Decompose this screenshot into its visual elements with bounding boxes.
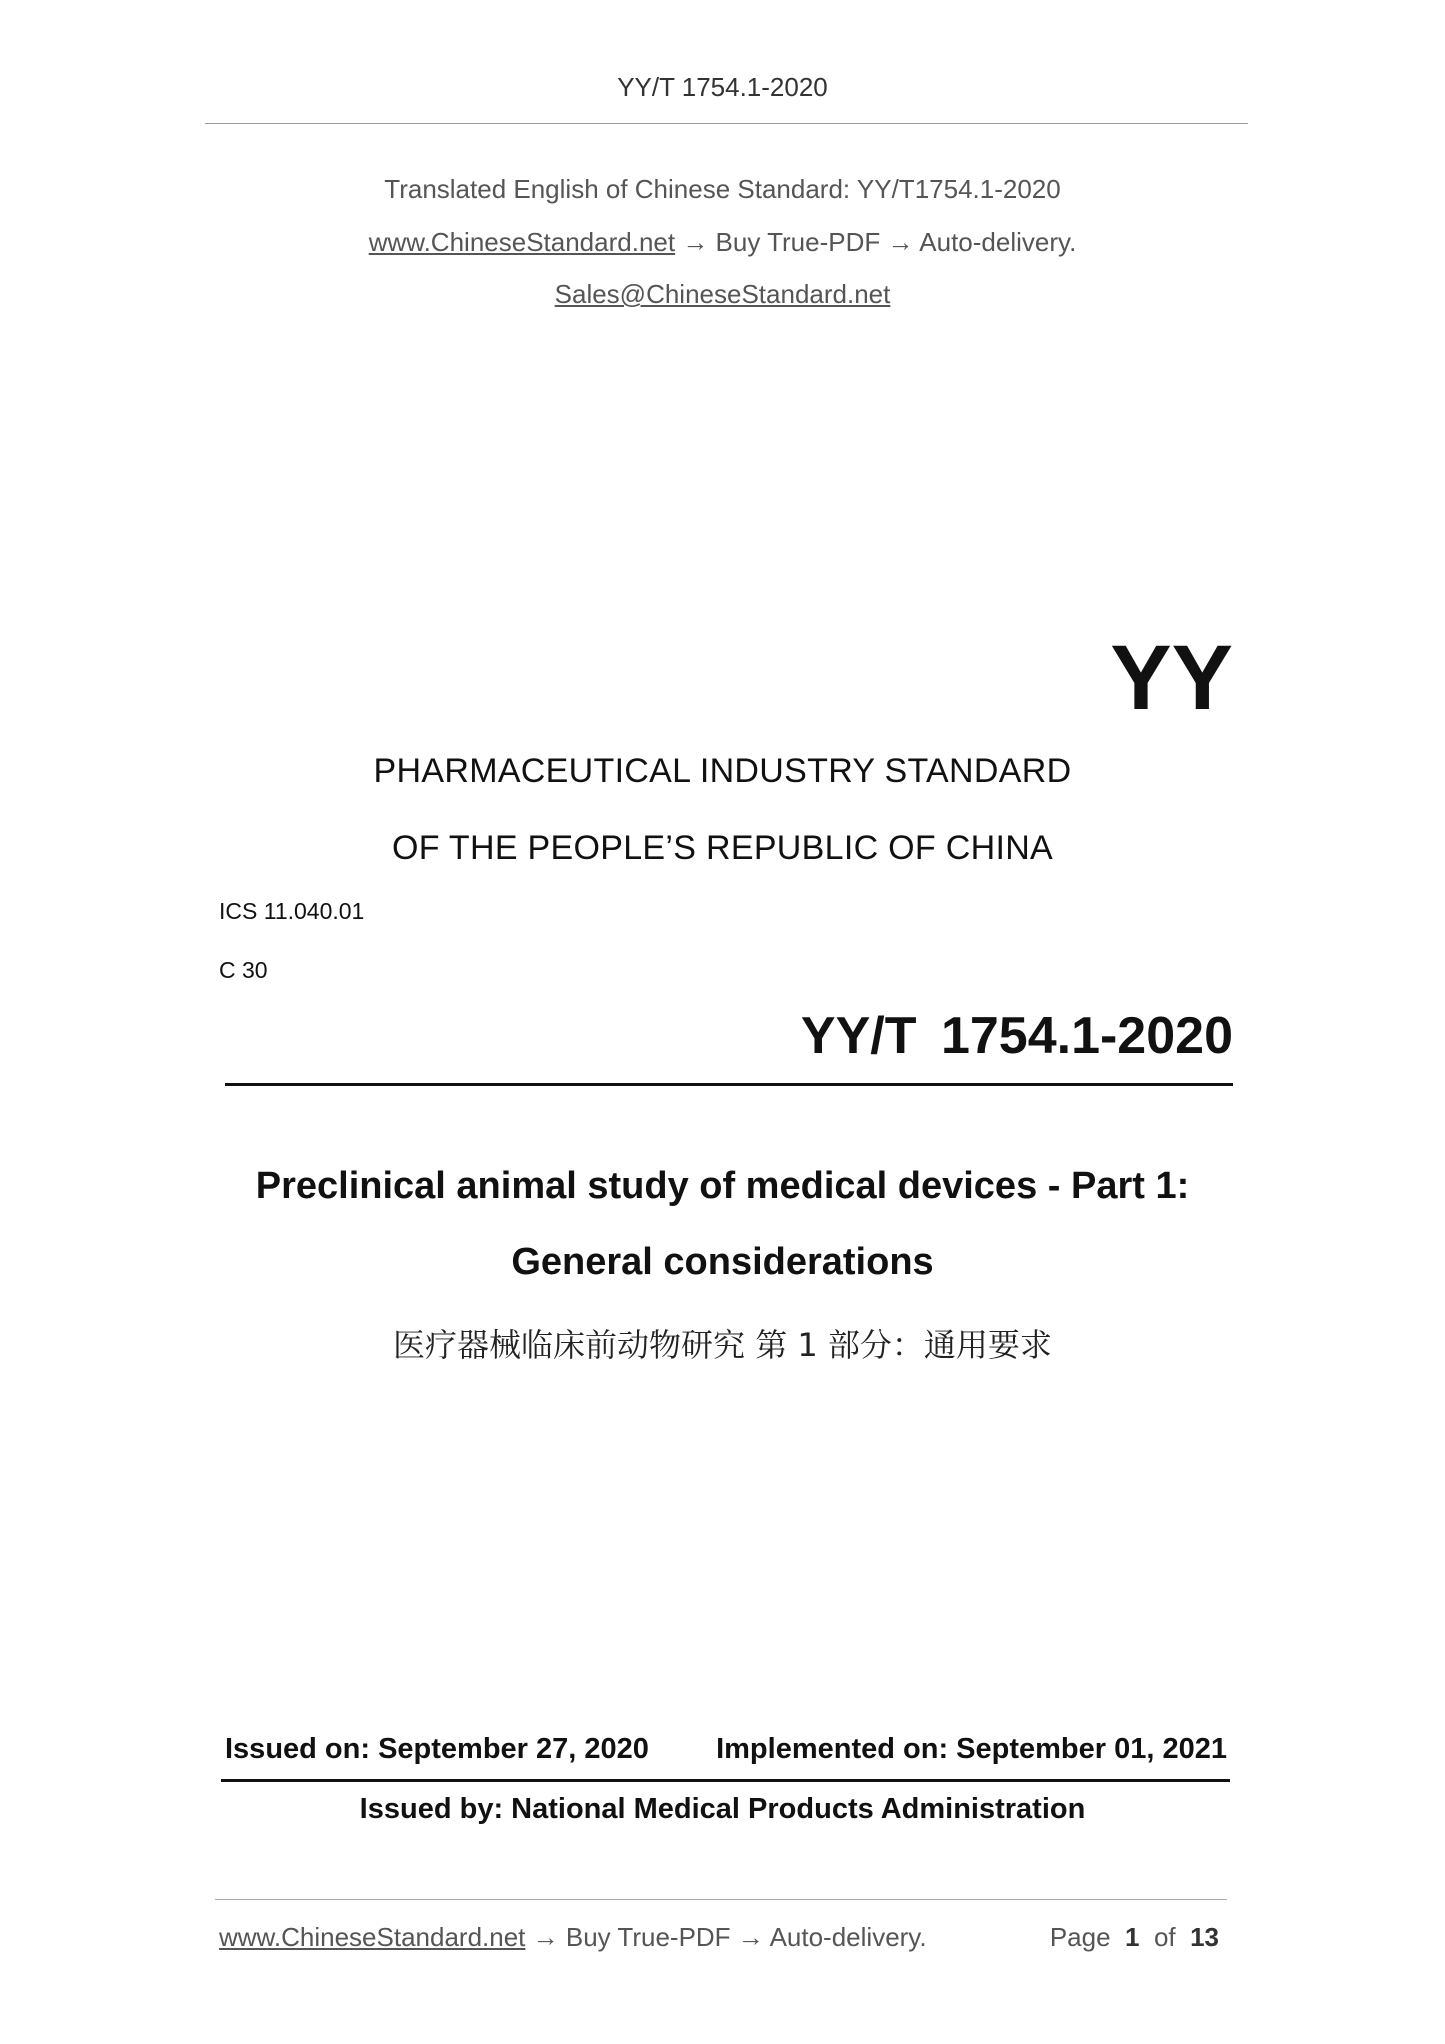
page-indicator xyxy=(1050,1922,1219,1953)
footer-website-link[interactable]: www.ChineseStandard.net xyxy=(219,1922,526,1952)
title-en-line2: General considerations xyxy=(511,1241,934,1283)
page-total: 13 xyxy=(1190,1922,1219,1952)
title-cn: 医疗器械临床前动物研究 第 1 部分：通用要求 xyxy=(393,1326,1052,1364)
standard-type-line2: OF THE PEOPLE’S REPUBLIC OF CHINA xyxy=(391,829,1054,867)
issuing-authority: Issued by: National Medical Products Administration xyxy=(359,1793,1086,1825)
issue-divider xyxy=(221,1779,1230,1782)
website-link[interactable]: www.ChineseStandard.net xyxy=(368,227,676,257)
standard-code-mark: YY xyxy=(1110,627,1233,729)
sales-line xyxy=(0,279,1445,310)
running-header: YY/T 1754.1-2020 xyxy=(617,72,828,102)
page-label: Page xyxy=(1049,1922,1111,1952)
of-label: of xyxy=(1153,1922,1176,1952)
footer-divider xyxy=(215,1899,1227,1900)
ccs-code: C 30 xyxy=(219,957,268,983)
promo-line xyxy=(0,227,1445,258)
standard-type-line1: PHARMACEUTICAL INDUSTRY STANDARD xyxy=(373,752,1072,790)
sales-email-link[interactable]: Sales@ChineseStandard.net xyxy=(554,279,891,309)
promo-text: → Buy True-PDF → Auto-delivery. xyxy=(675,227,1077,257)
translation-notice: Translated English of Chinese Standard: YY/T1754.1-2020 xyxy=(384,174,1061,204)
implemented-date: Implemented on: September 01, 2021 xyxy=(716,1733,1227,1765)
ics-code: ICS 11.040.01 xyxy=(219,898,365,924)
standard-number: YY/T 1754.1-2020 xyxy=(800,1007,1233,1065)
title-en-line1: Preclinical animal study of medical devices - Part 1: xyxy=(255,1165,1190,1207)
footer-promo-text: → Buy True-PDF → Auto-delivery. xyxy=(525,1922,927,1952)
page-current: 1 xyxy=(1125,1922,1140,1952)
title-divider xyxy=(225,1083,1233,1086)
footer-promo xyxy=(219,1922,927,1953)
header-divider xyxy=(205,123,1248,124)
issued-date: Issued on: September 27, 2020 xyxy=(225,1733,649,1765)
